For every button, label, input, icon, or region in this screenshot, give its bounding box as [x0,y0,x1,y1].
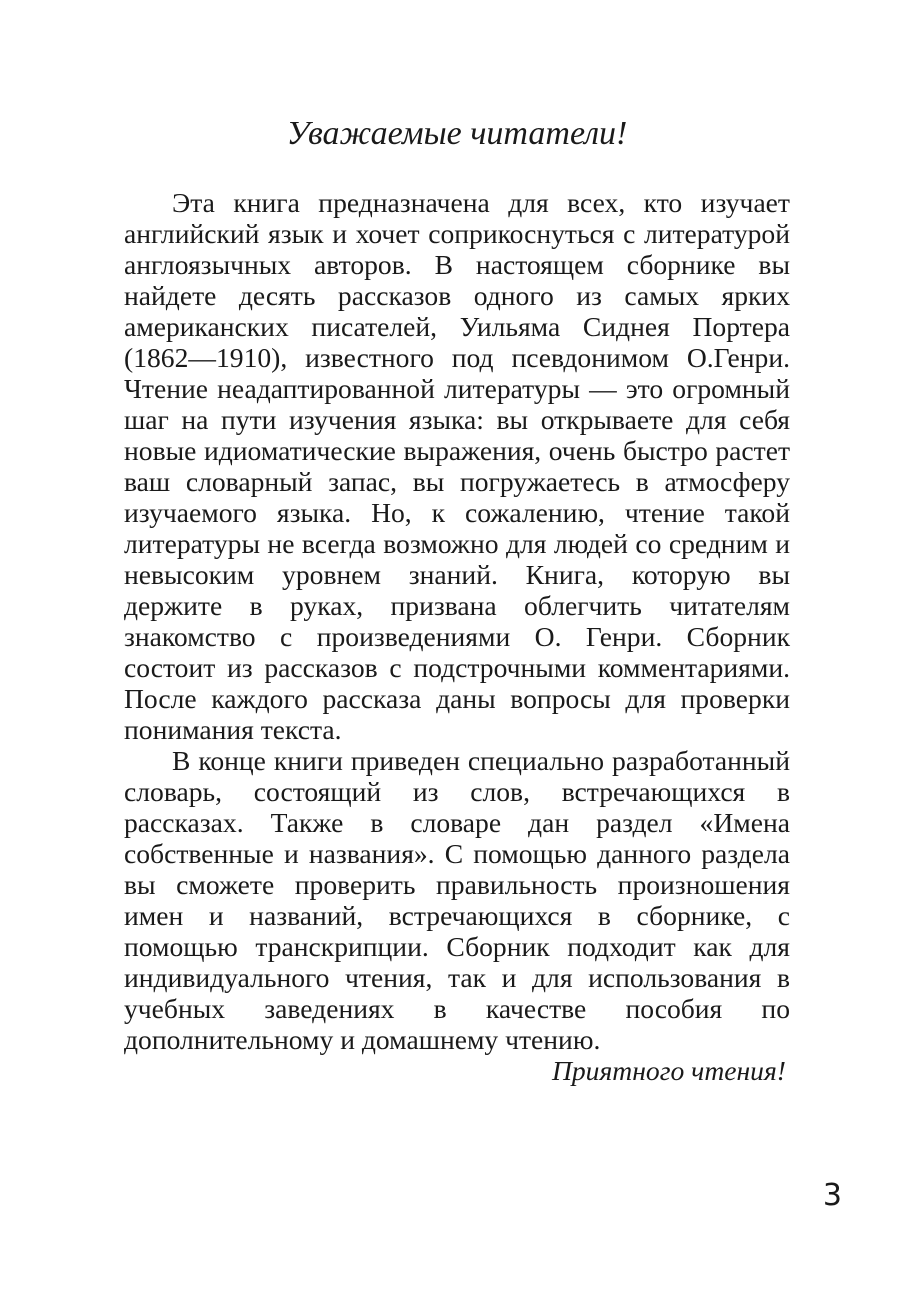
closing-line: Приятного чтения! [551,1055,786,1086]
paragraph-dictionary: В конце книги приведен специально разработанный словарь, состоящий из слов, встречающихся в рассказах. Также в словаре дан раздел «Имена собственные и названия». С помощью данного раздела вы сможете проверить правильность произношения имен и названий, встречающихся в сборнике, с помощью транскрипции. Сборник подходит как для индивидуального чтения, так и для использования в учебных заведениях в качестве пособия по дополнительному и домашнему чтению. [124,745,790,1055]
page-title: Уважаемые читатели! [286,115,628,152]
paragraph-intro: Эта книга предназначена для всех, кто изучает английский язык и хочет соприкоснуться с литературой англоязычных авторов. В настоящем сборнике вы найдете десять рассказов одного из самых ярких американских писателей, Уильяма Сиднея Портера (1862—1910), известного под псевдонимом О.Генри. Чтение неадаптированной литературы — это огромный шаг на пути изучения языка: вы открываете для себя новые идиоматические выражения, очень быстро растет ваш словарный запас, вы погружаетесь в атмосферу изучаемого языка. Но, к сожалению, чтение такой литературы не всегда возможно для людей со средним и невысоким уровнем знаний. Книга, которую вы держите в руках, призвана облегчить читателям знакомство с произведениями О. Генри. Сборник состоит из рассказов с подстрочными комментариями. После каждого рассказа даны вопросы для проверки понимания текста. [124,187,790,745]
page-number: 3 [822,1178,842,1213]
body-text [124,187,790,1086]
